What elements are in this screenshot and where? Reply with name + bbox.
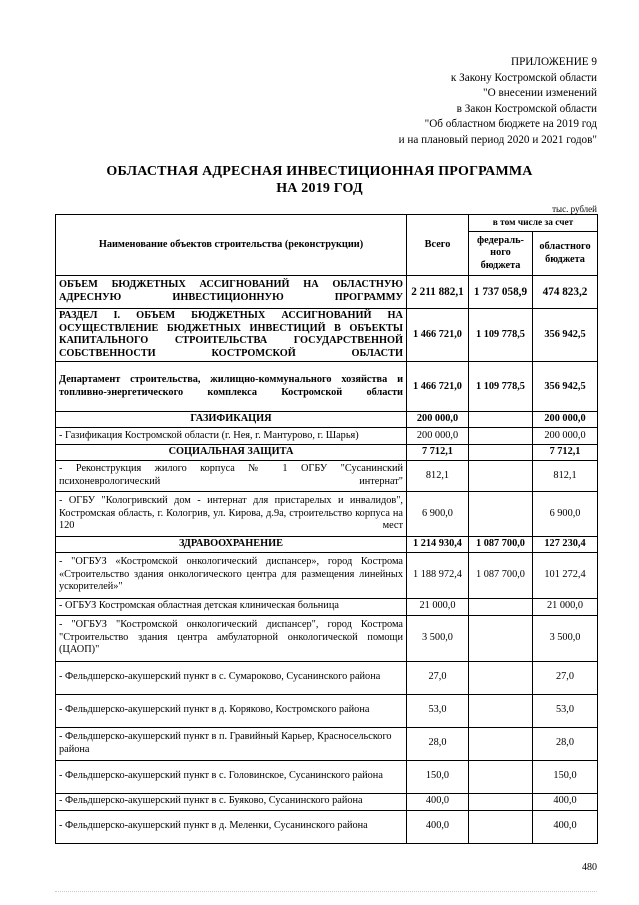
row-name: - Фельдшерско-акушерский пункт в с. Буяково, Сусанинского района: [56, 793, 407, 810]
header-total: Всего: [407, 215, 469, 276]
appendix-line: ПРИЛОЖЕНИЕ 9: [510, 56, 597, 68]
row-name: - Фельдшерско-акушерский пункт в с. Сумароково, Сусанинского района: [56, 661, 407, 694]
row-federal: [469, 460, 533, 491]
row-federal: [469, 615, 533, 661]
row-total: 27,0: [407, 661, 469, 694]
row-name: СОЦИАЛЬНАЯ ЗАЩИТА: [56, 444, 407, 460]
investment-table: [55, 214, 598, 844]
header-including: в том числе за счет: [469, 215, 598, 232]
table-row: [56, 412, 598, 428]
row-federal: [469, 810, 533, 843]
row-regional: 53,0: [533, 694, 598, 727]
footer-divider: [55, 891, 597, 892]
table-row: [56, 694, 598, 727]
row-total: 2 211 882,1: [407, 276, 469, 309]
table-row: [56, 615, 598, 661]
row-name: Департамент строительства, жилищно-коммунального хозяйства и топливно-энергетического комплекса Костромской области: [56, 362, 407, 412]
row-name: РАЗДЕЛ I. ОБЪЕМ БЮДЖЕТНЫХ АССИГНОВАНИЙ НА ОСУЩЕСТВЛЕНИЕ БЮДЖЕТНЫХ ИНВЕСТИЦИЙ В ОБЪЕКТЫ КАПИТАЛЬНОГО СТРОИТЕЛЬСТВА ГОСУДАРСТВЕННОЙ СОБСТВЕННОСТИ КОСТРОМСКОЙ ОБЛАСТИ: [56, 309, 407, 362]
row-total: 150,0: [407, 760, 469, 793]
row-name: - Газификация Костромской области (г. Нея, г. Мантурово, г. Шарья): [56, 427, 407, 444]
table-row: [56, 810, 598, 843]
table-header-row: [56, 215, 598, 232]
row-regional: 200 000,0: [533, 427, 598, 444]
row-federal: [469, 760, 533, 793]
row-total: 53,0: [407, 694, 469, 727]
row-name: - Реконструкция жилого корпуса № 1 ОГБУ "Сусанинский психоневрологический интернат": [56, 460, 407, 491]
row-name: - "ОГБУЗ "Костромской онкологический диспансер", город Кострома "Строительство здания центра амбулаторной онкологической помощи (ЦАОП)": [56, 615, 407, 661]
row-name: - Фельдшерско-акушерский пункт в с. Головинское, Сусанинского района: [56, 760, 407, 793]
table-row: [56, 491, 598, 536]
row-federal: [469, 661, 533, 694]
row-name: - "ОГБУЗ «Костромской онкологический диспансер», город Кострома «Строительство здания онкологического центра для размещения линейных ускорителей»": [56, 552, 407, 598]
table-row: [56, 793, 598, 810]
row-regional: 3 500,0: [533, 615, 598, 661]
row-regional: 21 000,0: [533, 598, 598, 615]
table-row: [56, 362, 598, 412]
row-total: 200 000,0: [407, 412, 469, 428]
row-regional: 150,0: [533, 760, 598, 793]
row-name: - Фельдшерско-акушерский пункт в п. Гравийный Карьер, Красносельского района: [56, 727, 407, 760]
row-federal: [469, 598, 533, 615]
title-line: НА 2019 ГОД: [276, 181, 363, 196]
row-regional: 127 230,4: [533, 536, 598, 552]
table-row: [56, 661, 598, 694]
page-number: 480: [582, 862, 597, 873]
table-row: [56, 727, 598, 760]
title-line: ОБЛАСТНАЯ АДРЕСНАЯ ИНВЕСТИЦИОННАЯ ПРОГРАММА: [106, 164, 533, 179]
row-name: - ОГБУ "Кологривский дом - интернат для пристарелых и инвалидов", Костромская область, г. Кологрив, ул. Кирова, д.9а, строительство корпуса на 120 мест: [56, 491, 407, 536]
row-federal: [469, 427, 533, 444]
row-federal: 1 109 778,5: [469, 362, 533, 412]
row-total: 1 466 721,0: [407, 362, 469, 412]
row-regional: 101 272,4: [533, 552, 598, 598]
table-row: [56, 536, 598, 552]
row-total: 400,0: [407, 810, 469, 843]
table-row: [56, 760, 598, 793]
header-federal: федераль-ного бюджета: [469, 232, 533, 276]
row-total: 1 188 972,4: [407, 552, 469, 598]
table-row: [56, 598, 598, 615]
appendix-line: и на плановый период 2020 и 2021 годов": [398, 133, 597, 146]
document-title: [0, 163, 639, 197]
row-regional: 7 712,1: [533, 444, 598, 460]
row-federal: [469, 444, 533, 460]
units-label: тыс. рублей: [552, 204, 597, 214]
table-row: [56, 276, 598, 309]
row-total: 200 000,0: [407, 427, 469, 444]
row-total: 400,0: [407, 793, 469, 810]
header-regional: областного бюджета: [533, 232, 598, 276]
appendix-line: "Об областном бюджете на 2019 год: [424, 118, 597, 131]
table-row: [56, 427, 598, 444]
row-name: - Фельдшерско-акушерский пункт в д. Коряково, Костромского района: [56, 694, 407, 727]
row-total: 1 214 930,4: [407, 536, 469, 552]
header-name: Наименование объектов строительства (реконструкции): [56, 215, 407, 276]
appendix-line: к Закону Костромской области: [450, 71, 597, 84]
row-regional: 28,0: [533, 727, 598, 760]
row-federal: [469, 793, 533, 810]
row-regional: 6 900,0: [533, 491, 598, 536]
row-federal: 1 087 700,0: [469, 552, 533, 598]
row-federal: [469, 694, 533, 727]
row-total: 1 466 721,0: [407, 309, 469, 362]
row-regional: 200 000,0: [533, 412, 598, 428]
row-federal: 1 737 058,9: [469, 276, 533, 309]
row-federal: [469, 412, 533, 428]
appendix-block: [267, 55, 597, 149]
row-total: 6 900,0: [407, 491, 469, 536]
appendix-line: "О внесении изменений: [483, 87, 597, 100]
table-row: [56, 444, 598, 460]
row-regional: 356 942,5: [533, 309, 598, 362]
table-row: [56, 552, 598, 598]
row-regional: 400,0: [533, 810, 598, 843]
row-total: 28,0: [407, 727, 469, 760]
row-name: ОБЪЕМ БЮДЖЕТНЫХ АССИГНОВАНИЙ НА ОБЛАСТНУЮ АДРЕСНУЮ ИНВЕСТИЦИОННУЮ ПРОГРАММУ: [56, 276, 407, 309]
row-federal: 1 087 700,0: [469, 536, 533, 552]
row-total: 3 500,0: [407, 615, 469, 661]
table-row: [56, 309, 598, 362]
row-total: 812,1: [407, 460, 469, 491]
table-row: [56, 460, 598, 491]
row-regional: 400,0: [533, 793, 598, 810]
appendix-line: в Закон Костромской области: [456, 102, 597, 115]
row-federal: 1 109 778,5: [469, 309, 533, 362]
row-federal: [469, 727, 533, 760]
row-regional: 27,0: [533, 661, 598, 694]
row-name: - Фельдшерско-акушерский пункт в д. Меленки, Сусанинского района: [56, 810, 407, 843]
row-name: - ОГБУЗ Костромская областная детская клиническая больница: [56, 598, 407, 615]
row-federal: [469, 491, 533, 536]
row-regional: 812,1: [533, 460, 598, 491]
row-total: 21 000,0: [407, 598, 469, 615]
row-name: ЗДРАВООХРАНЕНИЕ: [56, 536, 407, 552]
row-regional: 356 942,5: [533, 362, 598, 412]
row-regional: 474 823,2: [533, 276, 598, 309]
row-name: ГАЗИФИКАЦИЯ: [56, 412, 407, 428]
row-total: 7 712,1: [407, 444, 469, 460]
